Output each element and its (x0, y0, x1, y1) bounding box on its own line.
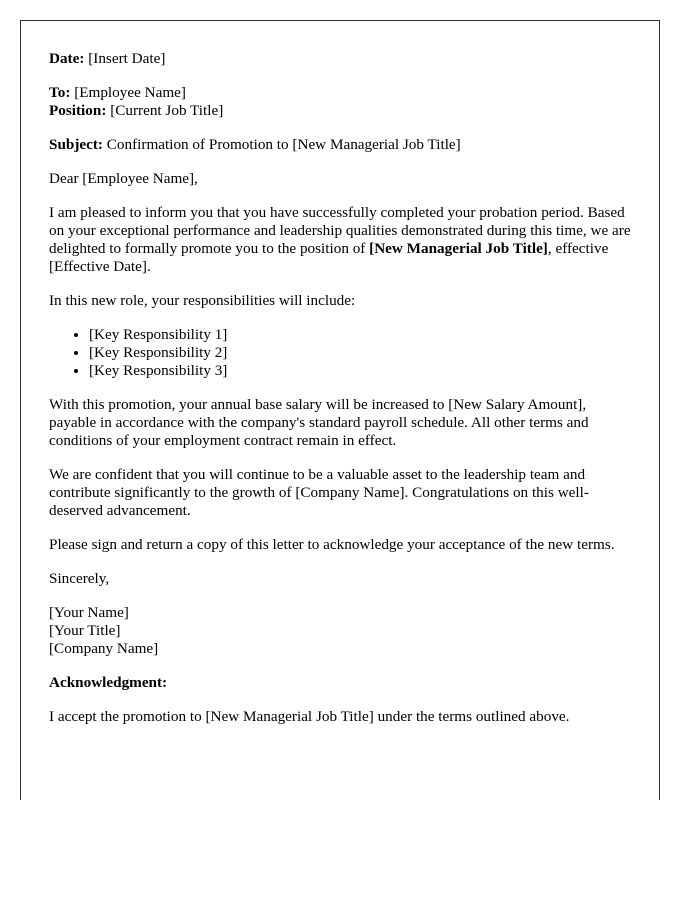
list-item: • [Key Responsibility 2] (89, 344, 631, 362)
position-value: [Current Job Title] (110, 102, 224, 119)
subject-value: Confirmation of Promotion to [New Managerial Job Title] (106, 136, 461, 153)
recipient-block (49, 84, 631, 120)
valediction: Sincerely, (49, 570, 110, 587)
subject-label: Subject: (49, 136, 103, 153)
list-item: • [Key Responsibility 3] (89, 362, 631, 380)
acknowledgment-heading-text: Acknowledgment: (49, 674, 168, 691)
date-value: [Insert Date] (88, 50, 166, 67)
new-job-title: [New Managerial Job Title] (369, 240, 548, 257)
signature-block (49, 604, 631, 658)
signer-company: [Company Name] (49, 640, 159, 657)
acknowledgment-heading (49, 674, 631, 692)
salutation: Dear [Employee Name], (49, 170, 198, 187)
acknowledgment-text: I accept the promotion to [New Managerial Job Title] under the terms outlined above. (49, 708, 570, 725)
signer-name: [Your Name] (49, 604, 129, 621)
paragraph-confidence: We are confident that you will continue to be a valuable asset to the leadership team and contribute significantly to the growth of [Company Name]. Congratulations on this well-deserved advancement. (49, 466, 589, 519)
signer-title: [Your Title] (49, 622, 121, 639)
to-value: [Employee Name] (74, 84, 186, 101)
subject-line (49, 136, 631, 154)
to-label: To: (49, 84, 71, 101)
promotion-letter (20, 20, 660, 800)
date-label: Date: (49, 50, 85, 67)
paragraph-promotion (49, 204, 631, 276)
paragraph-sign-request: Please sign and return a copy of this letter to acknowledge your acceptance of the new terms. (49, 536, 615, 553)
paragraph-promotion-text-start: I am pleased to inform you that you have successfully completed your probation period. Based on your exceptional performance and leadership qualities demonstrated during this time, we are delighted to formally promote you to the position of (49, 204, 631, 257)
paragraph-salary: With this promotion, your annual base salary will be increased to [New Salary Amount], payable in accordance with the company's standard payroll schedule. All other terms and conditions of your employment contract remain in effect. (49, 396, 589, 449)
paragraph-responsibilities-intro: In this new role, your responsibilities will include: (49, 292, 356, 309)
list-item: • [Key Responsibility 1] (89, 326, 631, 344)
responsibilities-list (49, 326, 631, 380)
position-label: Position: (49, 102, 107, 119)
date-line (49, 50, 631, 68)
paragraph-promotion-text-end: , effective [Effective Date]. (49, 240, 609, 275)
